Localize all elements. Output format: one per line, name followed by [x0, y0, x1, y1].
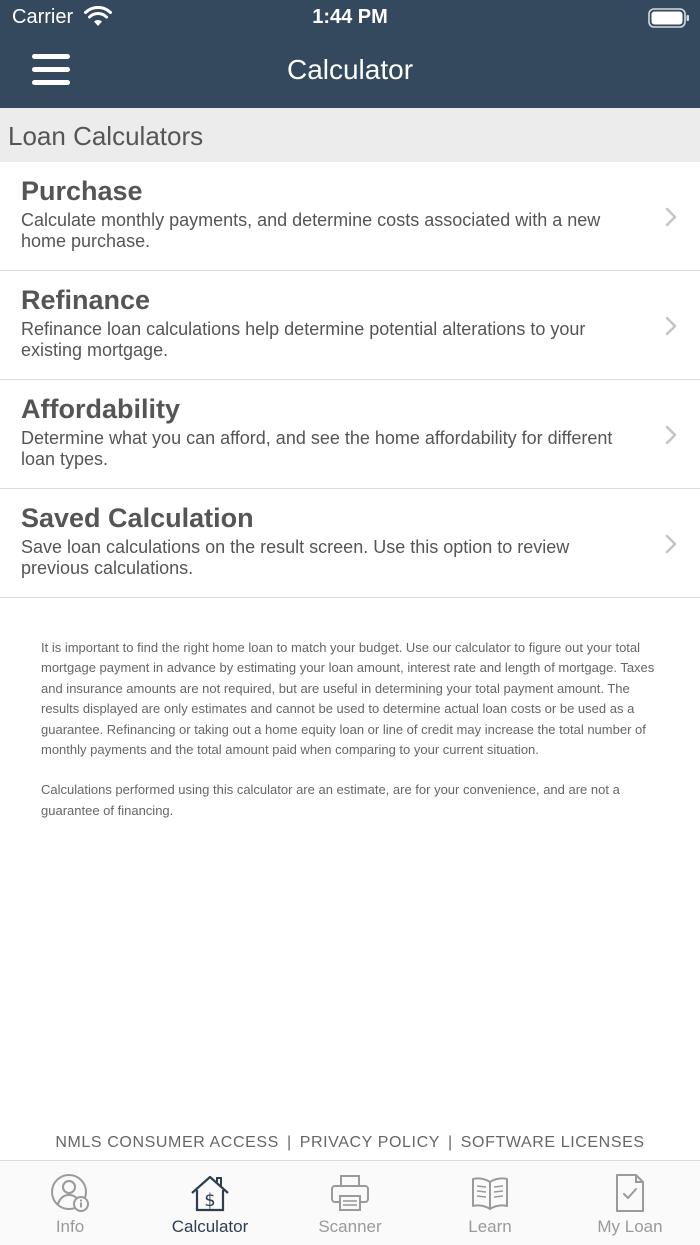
open-book-icon [470, 1173, 510, 1213]
tab-bar [0, 1160, 700, 1245]
tab-label: My Loan [597, 1217, 663, 1236]
battery-icon [648, 8, 690, 28]
disclaimer-paragraph: Calculations performed using this calculator are an estimate, are for your convenience, and are not a guarantee of financing. [41, 782, 620, 818]
printer-scanner-icon [330, 1173, 370, 1213]
status-bar [0, 0, 700, 36]
carrier-label: Carrier [12, 6, 74, 28]
checked-document-icon [610, 1173, 650, 1213]
footer-links [0, 1134, 700, 1152]
item-title: Refinance [21, 285, 151, 315]
section-header [0, 108, 700, 162]
item-description: Save loan calculations on the result screen. Use this option to review previous calculations. [21, 537, 570, 578]
tab-label: Info [55, 1217, 85, 1236]
link-separator: | [286, 1134, 292, 1151]
tab-my-loan[interactable] [560, 1161, 700, 1245]
nmls-consumer-access-link[interactable]: NMLS CONSUMER ACCESS [55, 1134, 279, 1151]
item-title: Purchase [21, 176, 143, 206]
link-separator: | [448, 1134, 453, 1151]
item-title: Saved Calculation [21, 503, 254, 533]
tab-scanner[interactable] [280, 1161, 420, 1245]
house-dollar-icon [190, 1173, 230, 1213]
item-title: Affordability [21, 394, 180, 424]
chevron-right-icon [664, 315, 678, 337]
tab-label: Calculator [171, 1217, 249, 1236]
saved-calculation-item[interactable] [0, 489, 700, 598]
chevron-right-icon [664, 533, 678, 555]
chevron-right-icon [664, 424, 678, 446]
chevron-right-icon [664, 206, 678, 228]
affordability-calculator-item[interactable] [0, 380, 700, 489]
disclaimer-paragraph: It is important to find the right home loan to match your budget. Use our calculator to figure out your total mortgage payment in advance by estimating your loan amount, interest rate and length of mortgage. Taxes and insurance amounts are not required, but are useful in determining your total payment amount. The results displayed are only estimates and cannot be used to determine actual loan costs or be used as a guarantee. Refinancing or taking out a home equity loan or line of credit may increase the total number of monthly payments and the total amount paid when comparing to your current situation. [41, 640, 655, 758]
section-title: Loan Calculators [8, 121, 204, 151]
user-info-icon [50, 1173, 90, 1213]
item-description: Calculate monthly payments, and determine costs associated with a new home purchase. [21, 210, 601, 251]
item-description: Refinance loan calculations help determine potential alterations to your existing mortgage. [21, 319, 586, 360]
page-title: Calculator [286, 54, 414, 85]
tab-learn[interactable] [420, 1161, 560, 1245]
app-header [0, 0, 700, 108]
status-time: 1:44 PM [312, 6, 388, 28]
tab-label: Scanner [318, 1217, 382, 1236]
tab-calculator[interactable] [140, 1161, 280, 1245]
privacy-policy-link[interactable]: PRIVACY POLICY [299, 1134, 441, 1151]
item-description: Determine what you can afford, and see the home affordability for different loan types. [21, 428, 613, 469]
navigation-bar [0, 36, 700, 108]
software-licenses-link[interactable]: SOFTWARE LICENSES [460, 1134, 645, 1151]
tab-label: Learn [468, 1217, 512, 1236]
tab-info[interactable] [0, 1161, 140, 1245]
refinance-calculator-item[interactable] [0, 271, 700, 380]
calculator-list [0, 162, 700, 598]
disclaimer [41, 638, 661, 841]
purchase-calculator-item[interactable] [0, 162, 700, 271]
svg-text:$: $ [204, 1190, 216, 1211]
